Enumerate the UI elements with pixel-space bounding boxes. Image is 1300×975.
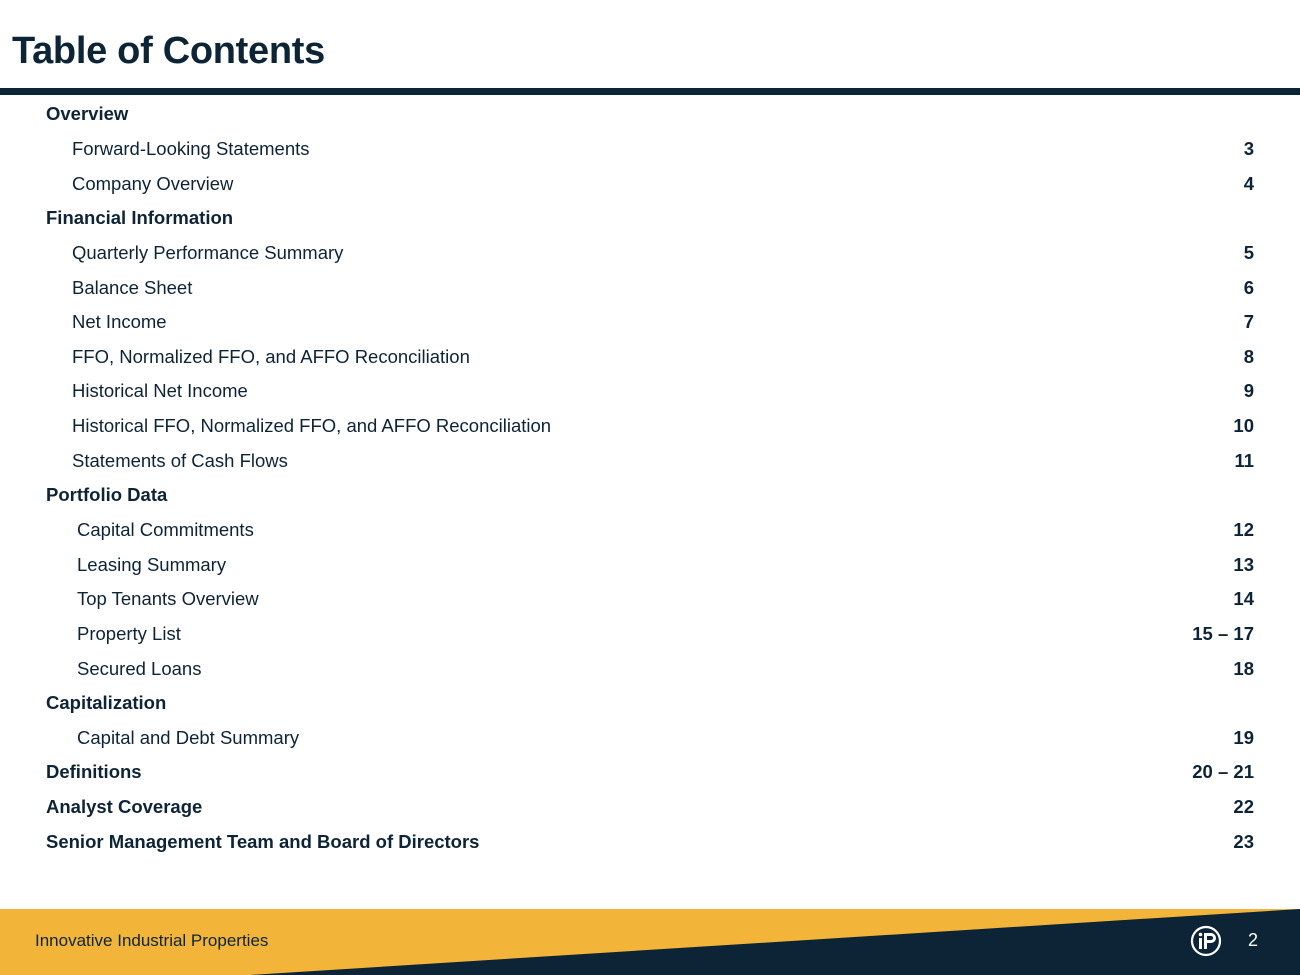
table-of-contents bbox=[0, 97, 1300, 859]
toc-page-number: 8 bbox=[1243, 345, 1254, 367]
iip-logo-icon bbox=[1190, 925, 1222, 957]
toc-label: Capitalization bbox=[46, 692, 167, 714]
toc-label: Balance Sheet bbox=[72, 276, 193, 298]
title-divider bbox=[0, 88, 1300, 95]
toc-label: Statements of Cash Flows bbox=[72, 449, 288, 471]
toc-label: Capital and Debt Summary bbox=[77, 726, 300, 748]
footer-bar bbox=[0, 909, 1300, 975]
toc-entry[interactable] bbox=[0, 236, 1300, 271]
toc-section[interactable] bbox=[0, 97, 1300, 132]
toc-page-number: 14 bbox=[1233, 588, 1254, 610]
toc-page-number: 9 bbox=[1243, 380, 1254, 402]
toc-section[interactable] bbox=[0, 790, 1300, 825]
toc-entry[interactable] bbox=[0, 721, 1300, 756]
toc-page-number: 18 bbox=[1233, 657, 1254, 679]
toc-entry[interactable] bbox=[0, 374, 1300, 409]
toc-page-number: 11 bbox=[1234, 449, 1254, 471]
toc-label: Definitions bbox=[46, 761, 142, 783]
toc-page-number: 22 bbox=[1233, 796, 1254, 818]
toc-section[interactable] bbox=[0, 478, 1300, 513]
toc-entry[interactable] bbox=[0, 339, 1300, 374]
toc-section[interactable] bbox=[0, 201, 1300, 236]
toc-entry[interactable] bbox=[0, 443, 1300, 478]
footer-page-number: 2 bbox=[1248, 930, 1259, 950]
toc-section[interactable] bbox=[0, 824, 1300, 859]
toc-section[interactable] bbox=[0, 755, 1300, 790]
toc-section[interactable] bbox=[0, 686, 1300, 721]
footer-company-name: Innovative Industrial Properties bbox=[35, 931, 269, 950]
toc-label: Financial Information bbox=[46, 207, 234, 229]
page-title: Table of Contents bbox=[12, 30, 325, 72]
toc-entry[interactable] bbox=[0, 582, 1300, 617]
toc-label: Capital Commitments bbox=[77, 519, 254, 540]
toc-label: Analyst Coverage bbox=[46, 796, 203, 818]
toc-label: Top Tenants Overview bbox=[77, 588, 259, 610]
toc-label: Company Overview bbox=[72, 172, 234, 194]
toc-page-number: 19 bbox=[1233, 726, 1254, 748]
toc-label: Historical FFO, Normalized FFO, and AFFO Reconciliation bbox=[72, 415, 552, 437]
toc-entry[interactable] bbox=[0, 651, 1300, 686]
toc-label: Leasing Summary bbox=[77, 553, 227, 575]
toc-label: Historical Net Income bbox=[72, 380, 248, 402]
toc-page-number: 23 bbox=[1233, 830, 1254, 852]
toc-label: Senior Management Team and Board of Directors bbox=[46, 830, 480, 852]
toc-label: Quarterly Performance Summary bbox=[72, 241, 344, 263]
toc-label: Forward-Looking Statements bbox=[72, 137, 310, 159]
toc-label: Portfolio Data bbox=[46, 484, 168, 506]
toc-page-number: 10 bbox=[1233, 415, 1254, 437]
toc-entry[interactable] bbox=[0, 547, 1300, 582]
toc-entry[interactable] bbox=[0, 166, 1300, 201]
toc-page-number: 7 bbox=[1243, 311, 1254, 333]
toc-page-number: 15 – 17 bbox=[1192, 622, 1254, 644]
toc-label: Net Income bbox=[72, 311, 167, 333]
toc-entry[interactable] bbox=[0, 270, 1300, 305]
toc-label: Secured Loans bbox=[77, 657, 202, 679]
toc-page-number: 5 bbox=[1243, 241, 1254, 263]
toc-label: Property List bbox=[77, 622, 181, 644]
toc-label: Overview bbox=[46, 103, 129, 125]
toc-page-number: 4 bbox=[1243, 172, 1254, 194]
toc-page-number: 12 bbox=[1233, 519, 1254, 540]
toc-page-number: 3 bbox=[1243, 137, 1254, 159]
toc-entry[interactable] bbox=[0, 409, 1300, 444]
toc-page-number: 6 bbox=[1243, 276, 1254, 298]
toc-page-number: 20 – 21 bbox=[1192, 761, 1254, 783]
toc-entry[interactable] bbox=[0, 305, 1300, 340]
toc-label: FFO, Normalized FFO, and AFFO Reconciliation bbox=[72, 345, 470, 367]
toc-page-number: 13 bbox=[1233, 553, 1254, 575]
toc-entry[interactable] bbox=[0, 617, 1300, 652]
toc-entry[interactable] bbox=[0, 132, 1300, 167]
toc-entry[interactable] bbox=[0, 513, 1300, 548]
